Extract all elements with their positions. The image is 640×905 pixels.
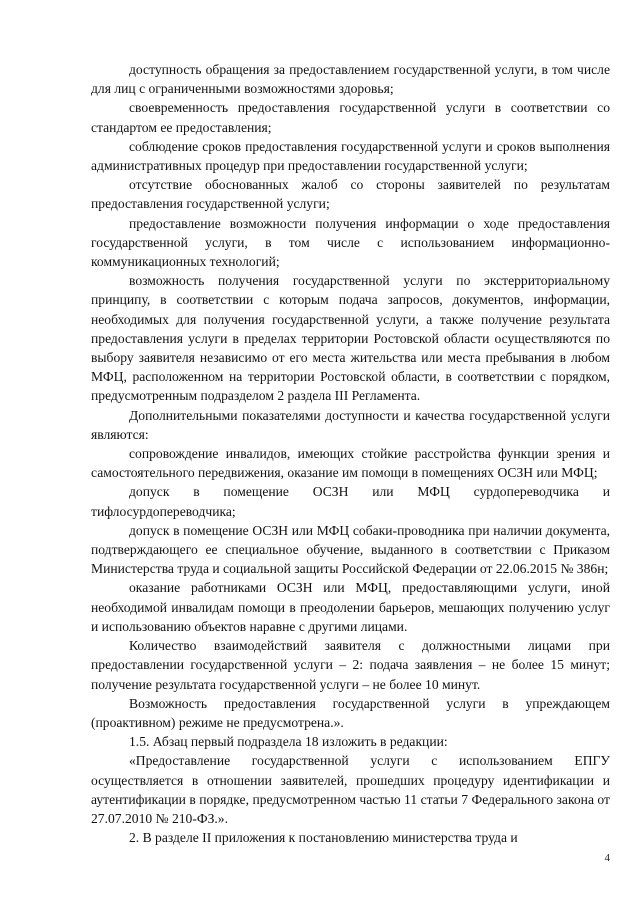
paragraph: Возможность предоставления государственной услуги в упреждающем (проактивном) режиме не предусмотрена.».: [91, 695, 610, 730]
paragraph: 1.5. Абзац первый подраздела 18 изложить в редакции:: [129, 734, 448, 750]
paragraph: отсутствие обоснованных жалоб со стороны заявителей по результатам предоставления государственной услуги;: [91, 177, 610, 212]
paragraph: доступность обращения за предоставлением государственной услуги, в том числе для лиц с ограниченными возможностями здоровья;: [91, 62, 610, 97]
paragraph: Количество взаимодействий заявителя с должностными лицами при предоставлении государственной услуги – 2: подача заявления – не более 15 минут; получение результата государственной услуги – не более 10 минут.: [91, 638, 610, 692]
paragraph: допуск в помещение ОСЗН или МФЦ собаки-проводника при наличии документа, подтверждающего ее специальное обучение, выданного в соответствии с Приказом Министерства труда и социальной защиты Российской Федерации от 22.06.2015 № 386н;: [91, 522, 610, 577]
paragraph: 2. В разделе II приложения к постановлению министерства труда и: [129, 830, 518, 846]
paragraph: предоставление возможности получения информации о ходе предоставления государственной услуги, в том числе с использованием информационно-коммуникационных технологий;: [91, 215, 610, 270]
paragraph: возможность получения государственной услуги по экстерриториальному принципу, в соответствии с которым подача запросов, документов, информации, необходимых для получения государственной услуги, а также получение результата предоставления услуги в пределах территории Ростовской области осуществляются по выбору заявителя независимо от его места жительства или места пребывания в любом МФЦ, расположенном на территории Ростовской области, в соответствии с порядком, предусмотренным подразделом 2 раздела III Регламента.: [91, 273, 610, 404]
paragraph: сопровождение инвалидов, имеющих стойкие расстройства функции зрения и самостоятельного передвижения, оказание им помощи в помещениях ОСЗН или МФЦ;: [91, 446, 610, 481]
document-body: [91, 60, 610, 847]
paragraph: соблюдение сроков предоставления государственной услуги и сроков выполнения административных процедур при предоставлении государственной услуги;: [91, 138, 610, 174]
paragraph: допуск в помещение ОСЗН или МФЦ сурдопереводчика и тифлосурдопереводчика;: [91, 484, 610, 519]
page-number: 4: [604, 852, 610, 864]
paragraph: «Предоставление государственной услуги с использованием ЕПГУ осуществляется в отношении заявителей, прошедших процедуру идентификации и аутентификации в порядке, предусмотренном частью 11 статьи 7 Федерального закона от 27.07.2010 № 210-ФЗ.».: [91, 753, 610, 826]
paragraph: оказание работниками ОСЗН или МФЦ, предоставляющими услуги, иной необходимой инвалидам помощи в преодолении барьеров, мешающих получению услуг и использованию объектов наравне с другими лицами.: [91, 580, 610, 634]
paragraph: Дополнительными показателями доступности и качества государственной услуги являются:: [91, 407, 610, 442]
paragraph: своевременность предоставления государственной услуги в соответствии со стандартом ее предоставления;: [91, 100, 610, 135]
